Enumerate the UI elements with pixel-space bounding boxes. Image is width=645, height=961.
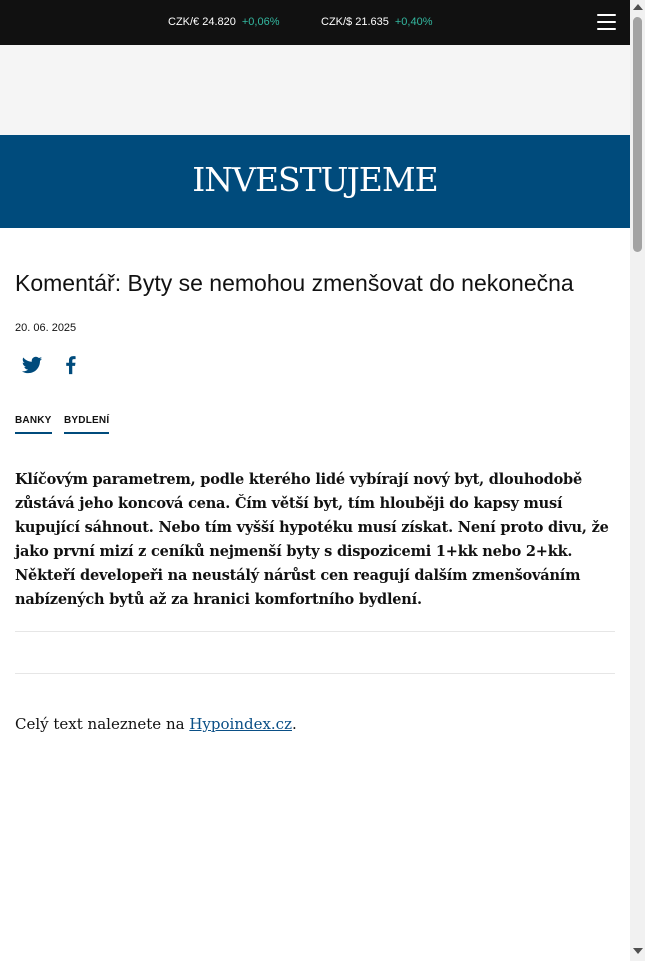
- scroll-down-arrow-icon[interactable]: [633, 948, 643, 954]
- tag-bydleni[interactable]: BYDLENÍ: [64, 415, 109, 434]
- ticker-eur-change: +0,06%: [241, 16, 280, 28]
- scrollbar-thumb[interactable]: [633, 17, 642, 252]
- scroll-up-arrow-icon[interactable]: [633, 4, 643, 10]
- article-date: 20. 06. 2025: [15, 322, 77, 334]
- facebook-icon[interactable]: [60, 354, 82, 376]
- ad-banner-placeholder: [0, 45, 630, 135]
- source-suffix: .: [291, 715, 297, 733]
- article-perex: Klíčovým parametrem, podle kterého lidé vybírají nový byt, dlouhodobě zůstává jeho koncová cena. Čím větší byt, tím hlouběji do kapsy musí kupující sáhnout. Nebo tím vyšší hypotéku musí získat. Není proto divu, že jako první mizí z ceníků nejmenší byty s dispozicemi 1+kk nebo 2+kk. Někteří developeři na neustálý nárůst cen reagují dalším zmenšováním nabízených bytů až za hranici komfortního bydlení.: [15, 471, 609, 608]
- hamburger-menu-icon[interactable]: [597, 14, 616, 30]
- source-link[interactable]: Hypoindex.cz: [189, 715, 292, 733]
- ticker-eur-rate: CZK/€ 24.820: [168, 16, 236, 28]
- site-logo[interactable]: INVESTUJEME: [192, 160, 438, 199]
- source-prefix: Celý text naleznete na: [15, 715, 190, 733]
- ticker-eur: [168, 16, 280, 28]
- source-paragraph: [15, 715, 297, 733]
- article-title: Komentář: Byty se nemohou zmenšovat do nekonečna: [15, 270, 574, 296]
- divider: [15, 631, 615, 632]
- ticker-usd-change: +0,40%: [394, 16, 433, 28]
- vertical-scrollbar[interactable]: [630, 0, 645, 961]
- twitter-icon[interactable]: [21, 354, 43, 376]
- tag-banky[interactable]: BANKY: [15, 415, 52, 434]
- ticker-usd-rate: CZK/$ 21.635: [321, 16, 389, 28]
- divider: [15, 673, 615, 674]
- currency-ticker-bar: [0, 0, 630, 45]
- ticker-usd: [321, 16, 433, 28]
